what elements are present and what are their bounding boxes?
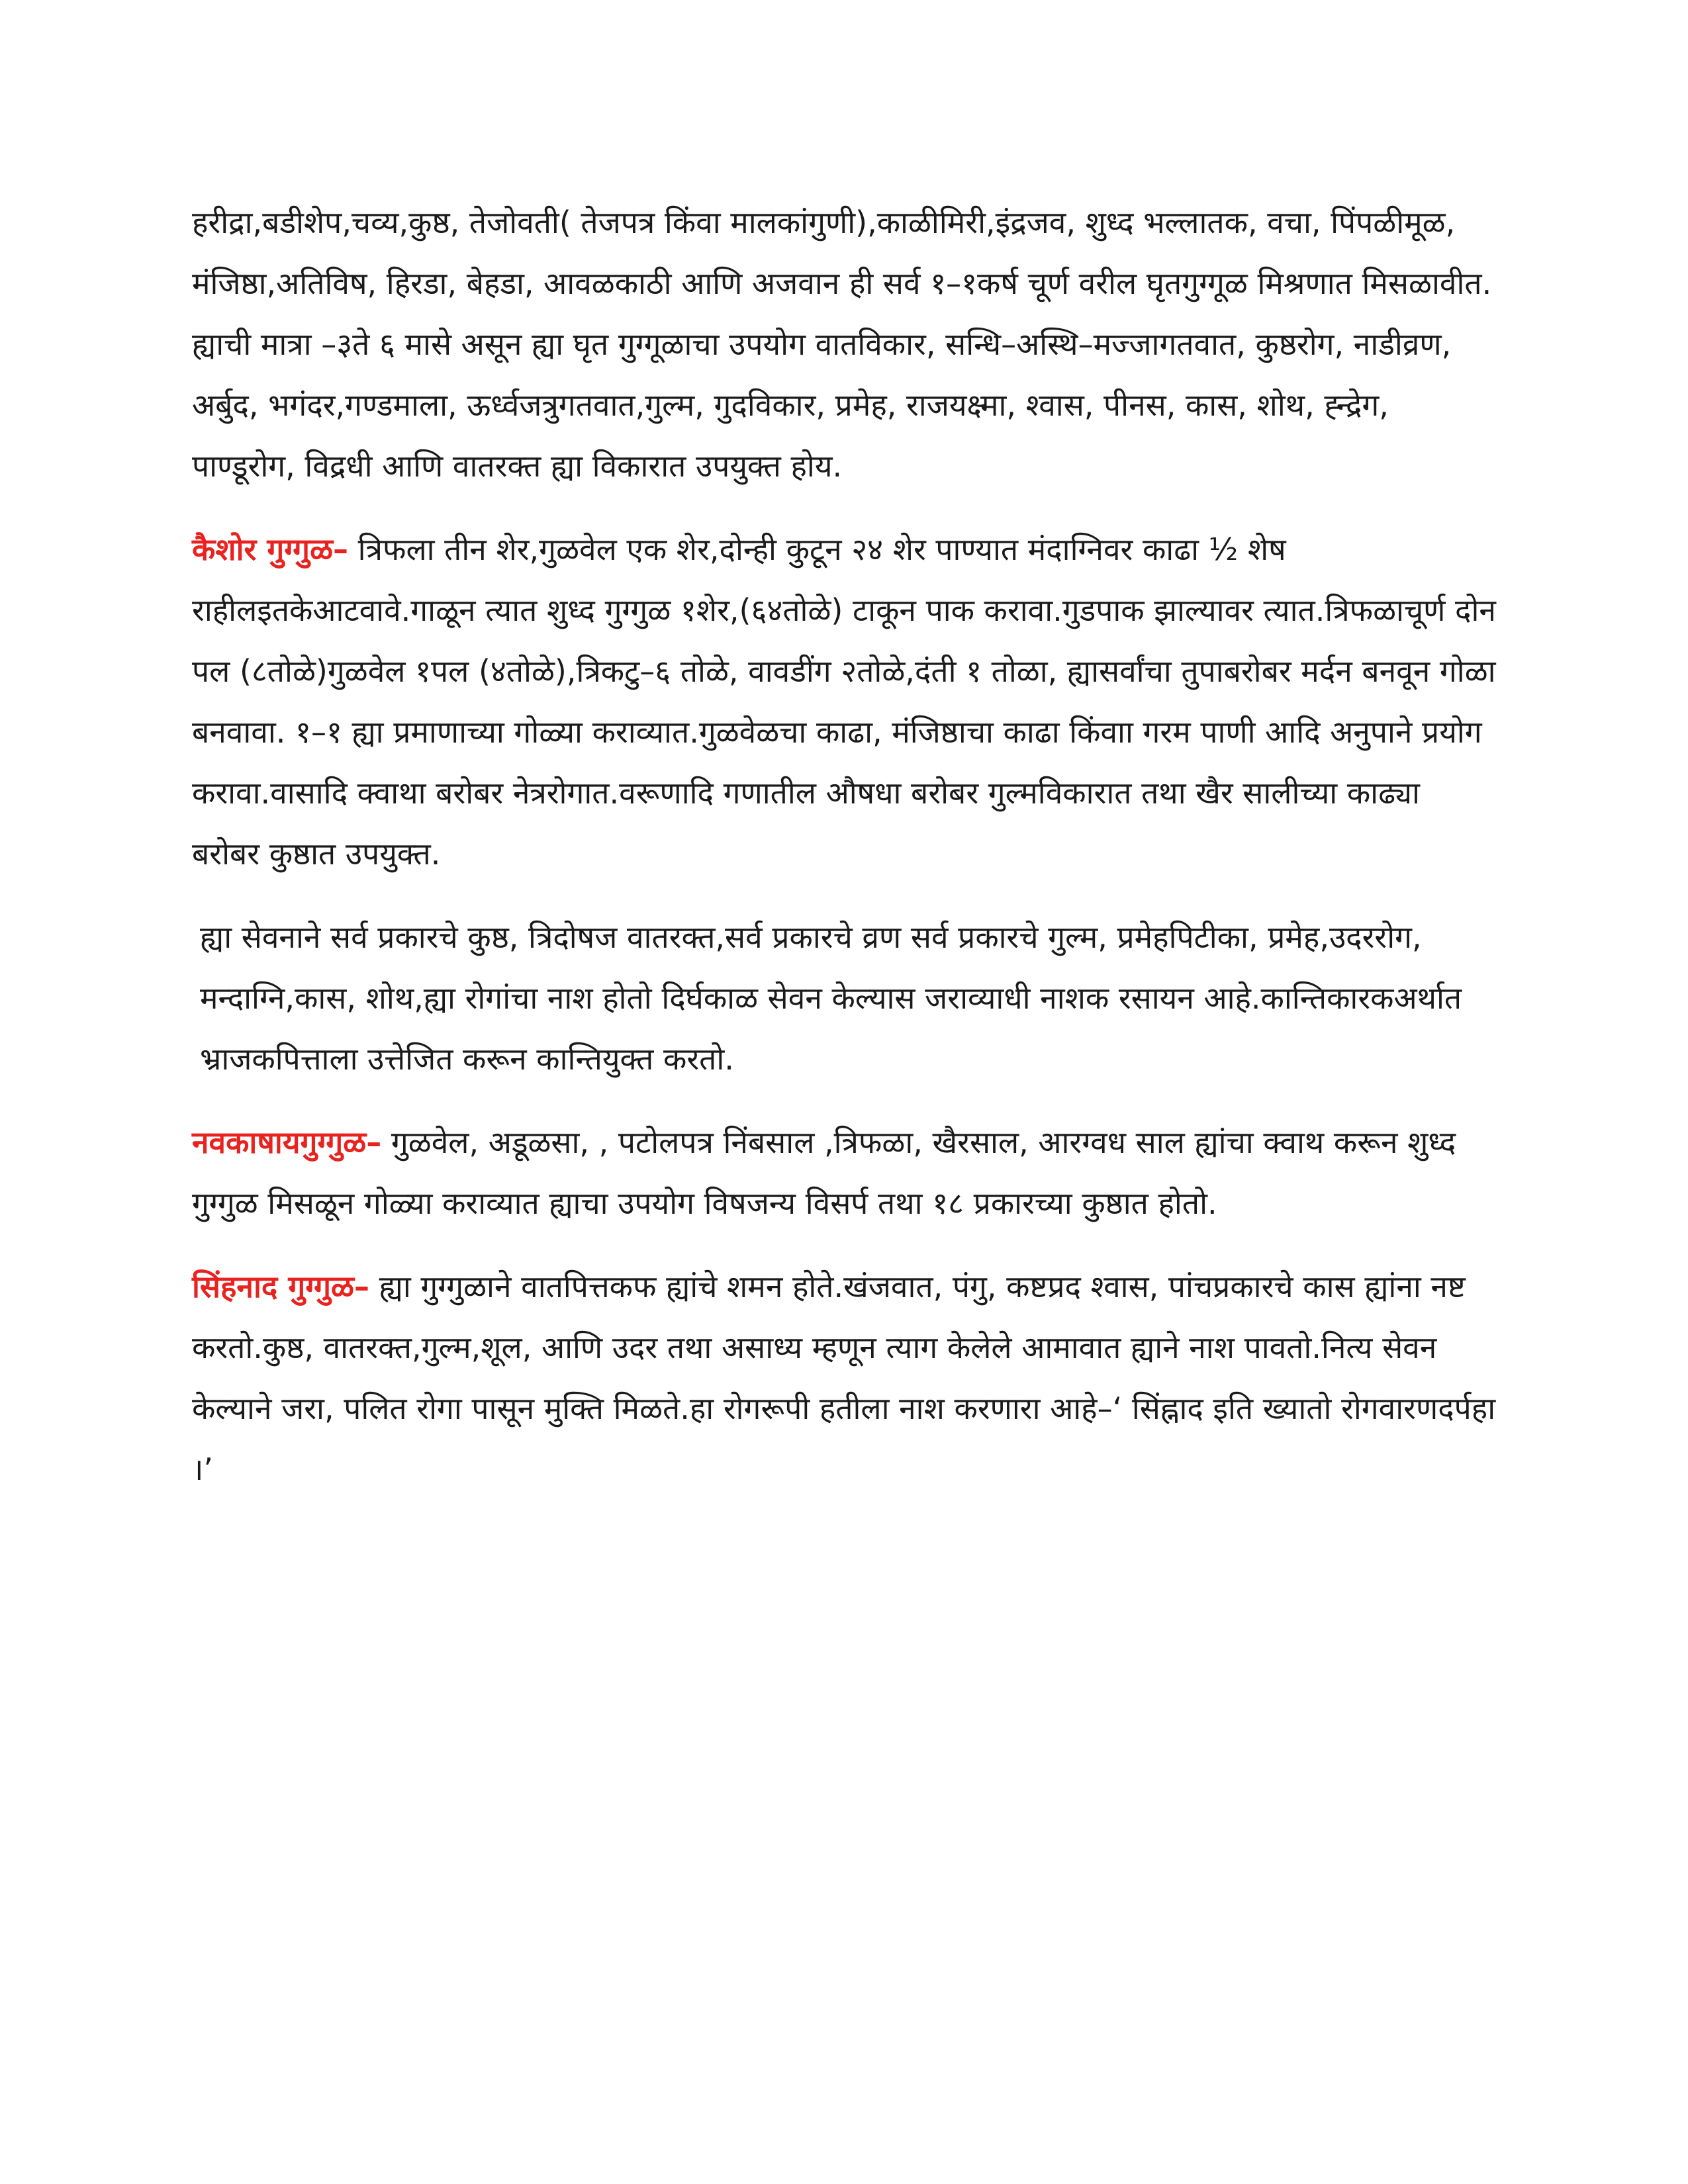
paragraph-text: त्रिफला तीन शेर,गुळवेल एक शेर,दोन्ही कुटून २४ शेर पाण्यात मंदाग्निवर काढा ½ शेष राहीलइतकेआटवावे.गाळून त्यात शुध्द गुग्गुळ १शेर,(६४तोळे) टाकून पाक करावा.गुडपाक झाल्यावर त्यात.त्रिफळाचूर्ण दोन पल (८तोळे)गुळवेल १पल (४तोळे),त्रिकटु–६ तोळे, वावडींग २तोळे,दंती १ तोळा, ह्यासर्वांचा तुपाबरोबर मर्दन बनवून गोळा बनवावा. १–१ ह्या प्रमाणाच्या गोळ्या कराव्यात.गुळवेळचा काढा, मंजिष्ठाचा काढा किंवाा गरम पाणी आदि अनुपाने प्रयोग करावा.वासादि क्वाथा बरोबर नेत्ररोगात.वरूणादि गणातील औषधा बरोबर गुल्मविकारात तथा खैर सालीच्या काढ्या बरोबर कुष्ठात उपयुक्त. [192, 531, 1496, 872]
paragraph-ghrita-guggul-ingredients [192, 192, 1496, 496]
paragraph-text: ह्या सेवनाने सर्व प्रकारचे कुष्ठ, त्रिदोषज वातरक्त,सर्व प्रकारचे व्रण सर्व प्रकारचे गुल्म, प्रमेहपिटीका, प्रमेह,उदररोग, मन्दाग्नि,कास, शोथ,ह्या रोगांचा नाश होतो दिर्घकाळ सेवन केल्यास जराव्याधी नाशक रसायन आहे.कान्तिकारकअर्थात भ्राजकपित्ताला उत्तेजित करून कान्तियुक्त करतो. [200, 919, 1462, 1077]
paragraph-text: ह्या गुग्गुळाने वातपित्तकफ ह्यांचे शमन होते.खंजवात, पंगु, कष्टप्रद श्वास, पांचप्रकारचे कास ह्यांना नष्ट करतो.कुष्ठ, वातरक्त,गुल्म,शूल, आणि उदर तथा असाध्य म्हणून त्याग केलेले आमावात ह्याने नाश पावतो.नित्य सेवन केल्याने जरा, पलित रोगा पासून मुक्ति मिळते.हा रोगरूपी हतीला नाश करणारा आहे–‘ सिंह्नाद इति ख्यातो रोगवारणदर्पहा ।’ [192, 1269, 1496, 1487]
section-heading-kaishor-guggul: कैशोर गुग्गुळ– [192, 531, 349, 567]
document-page [192, 192, 1496, 1500]
paragraph-sinhanad-guggul [192, 1256, 1496, 1500]
paragraph-text: हरीद्रा,बडीशेप,चव्य,कुष्ठ, तेजोवती( तेजपत्र किंवा मालकांगुणी),काळीमिरी,इंद्रजव, शुध्द भल्लातक, वचा, पिंपळीमूळ, मंजिष्ठा,अतिविष, हिरडा, बेहडा, आवळकाठी आणि अजवान ही सर्व १–१कर्ष चूर्ण वरील घृतगुग्गूळ मिश्रणात मिसळावीत. ह्याची मात्रा –३ते ६ मासे असून ह्या घृत गुग्गूळाचा उपयोग वातविकार, सन्धि–अस्थि–मज्जागतवात, कुष्ठरोग, नाडीव्रण, अर्बुद, भगंदर,गण्डमाला, ऊर्ध्वजत्रुगतवात,गुल्म, गुदविकार, प्रमेह, राजयक्ष्मा, श्वास, पीनस, कास, शोथ, ह्न्द्रेग, पाण्डूरोग, विद्रधी आणि वातरक्त ह्या विकारात उपयुक्त होय. [192, 205, 1492, 484]
section-heading-navakashay-guggul: नवकाषायगुग्गुळ– [192, 1124, 382, 1160]
paragraph-kaishor-guggul-benefits [192, 907, 1496, 1089]
section-heading-sinhanad-guggul: सिंहनाद गुग्गुळ– [192, 1269, 370, 1304]
paragraph-kaishor-guggul [192, 519, 1496, 884]
paragraph-text: गुळवेल, अडूळसा, , पटोलपत्र निंबसाल ,त्रिफळा, खैरसाल, आरग्वध साल ह्यांचा क्वाथ करून शुध्द गुग्गुळ मिसळून गोळ्या कराव्यात ह्याचा उपयोग विषजन्य विसर्प तथा १८ प्रकारच्या कुष्ठात होतो. [192, 1124, 1456, 1221]
paragraph-navakashay-guggul [192, 1112, 1496, 1234]
